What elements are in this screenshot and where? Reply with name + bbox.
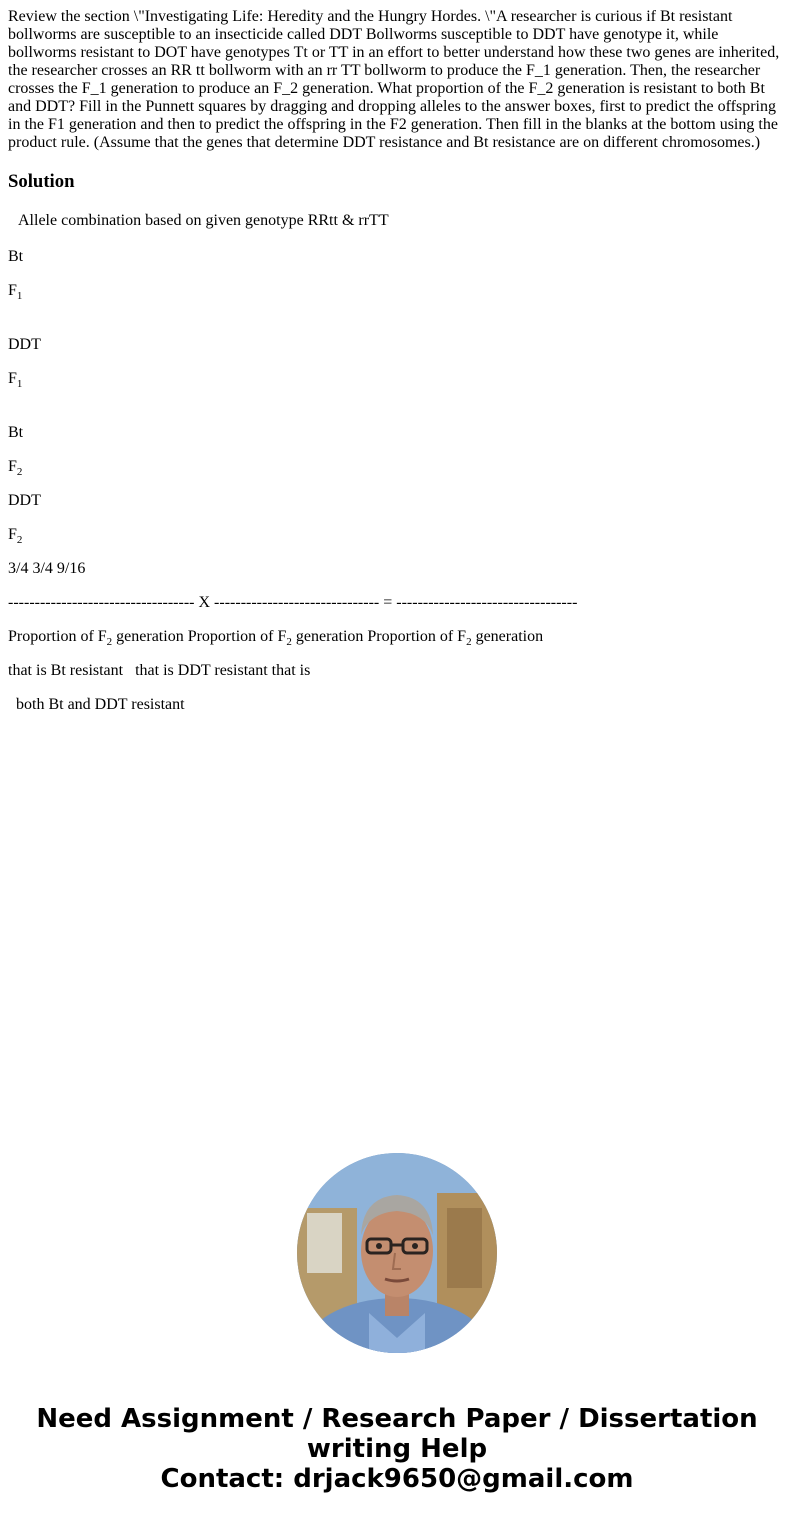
proportion-labels — [8, 628, 784, 649]
promo-banner — [0, 1404, 794, 1494]
f-subscript: 2 — [106, 636, 113, 649]
f-subscript: 1 — [16, 378, 23, 391]
f-subscript: 1 — [16, 290, 23, 303]
f1-label-1 — [8, 282, 784, 303]
f-letter: F — [8, 370, 17, 387]
allele-combination-text: Allele combination based on given genotype RRtt & rrTT — [18, 212, 389, 229]
bt-label-2: Bt — [8, 424, 24, 441]
question-text: Review the section \"Investigating Life: Heredity and the Hungry Hordes. \"A researcher is curious if Bt resistant bollworms are susceptible to an insecticide called DDT Bollworms susceptible to DDT have genotype it, while bollworms resistant to DOT have genotypes Tt or TT in an effort to better understand how these two genes are inherited, the researcher crosses an RR tt bollworm with an rr TT bollworm to produce the F_1 generation. Then, the researcher crosses the F_1 generation to produce an F_2 generation. What proportion of the F_2 generation is resistant to both Bt and DDT? Fill in the Punnett squares by dragging and dropping alleles to the answer boxes, first to predict the offspring in the F1 generation and then to predict the offspring in the F2 generation. Then fill in the blanks at the bottom using the product rule. (Assume that the genes that determine DDT resistance and Bt resistance are on different chromosomes.) — [8, 8, 780, 151]
f-letter: F — [8, 458, 17, 475]
promo-line-2: writing Help — [306, 1434, 488, 1464]
equals-operator: = — [383, 594, 393, 611]
author-photo-container — [0, 1153, 794, 1353]
proportion-text-2: generation Proportion of F — [112, 628, 287, 645]
f-subscript: 2 — [286, 636, 292, 649]
document-body — [8, 8, 784, 714]
ddt-label-1: DDT — [8, 336, 41, 353]
f2-label-2 — [8, 526, 784, 547]
bt-label-1: Bt — [8, 248, 24, 265]
f1-label-2 — [8, 370, 784, 391]
f-letter: F — [8, 282, 17, 299]
proportion-text-1: Proportion of F — [8, 628, 107, 645]
answer-blank-bt: ----------------------------------- — [8, 594, 195, 611]
f-letter: F — [8, 526, 17, 543]
times-operator: X — [198, 594, 211, 611]
solution-heading: Solution — [8, 171, 75, 192]
avatar — [297, 1153, 497, 1353]
f-subscript: 2 — [16, 534, 23, 547]
fraction-values: 3/4 3/4 9/16 — [8, 560, 86, 577]
answer-blank-both: ---------------------------------- — [396, 594, 578, 611]
proportion-text-3: generation Proportion of F — [291, 628, 467, 645]
f-subscript: 2 — [466, 636, 472, 649]
ddt-label-2: DDT — [8, 492, 41, 509]
promo-line-1: Need Assignment / Research Paper / Dissertation — [36, 1404, 758, 1434]
contact-email: Contact: drjack9650@gmail.com — [160, 1464, 634, 1494]
both-resistant-label: both Bt and DDT resistant — [16, 696, 185, 713]
resistant-labels: that is Bt resistant that is DDT resistant that is — [8, 662, 311, 679]
proportion-text-4: generation — [471, 628, 544, 645]
f2-label-1 — [8, 458, 784, 479]
product-rule-equation — [8, 594, 784, 612]
f-subscript: 2 — [16, 466, 23, 479]
author-portrait-icon — [297, 1153, 497, 1353]
answer-blank-ddt: ------------------------------- — [214, 594, 380, 611]
